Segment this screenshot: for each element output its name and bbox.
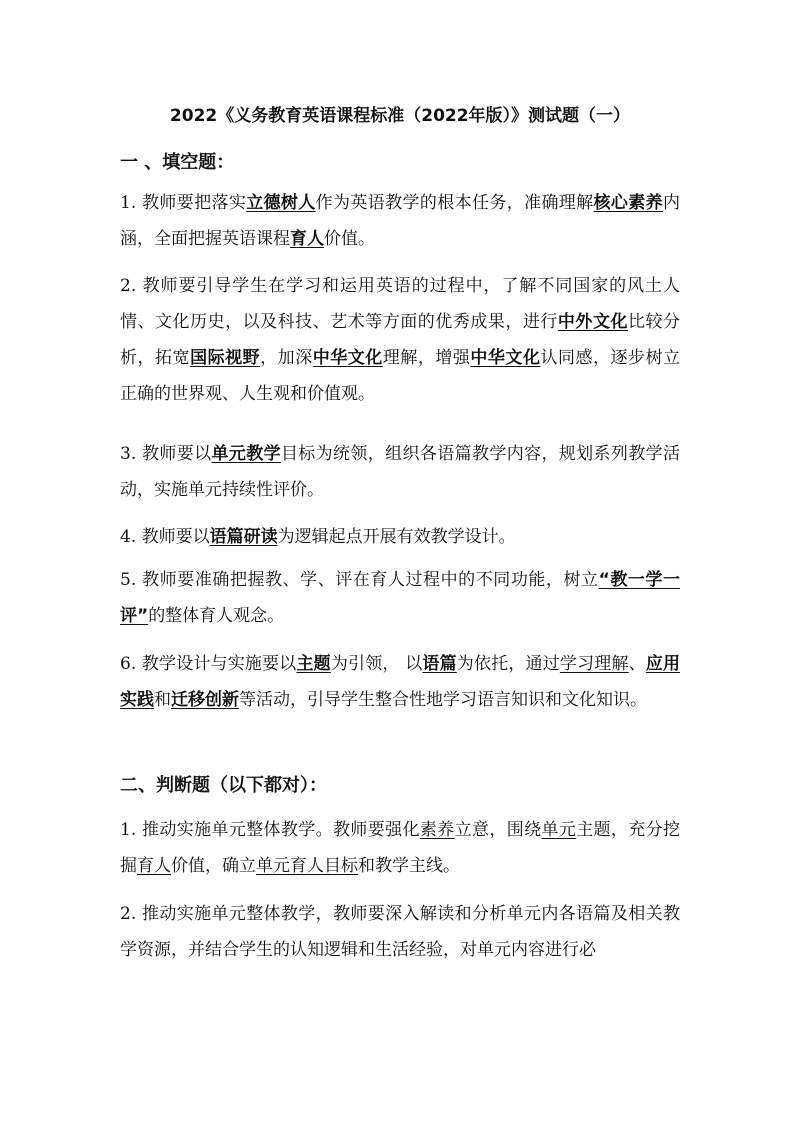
underlined-text: 素养	[419, 820, 455, 840]
question-3: 3. 教师要以单元教学目标为统领，组织各语篇教学内容，规划系列教学活动，实施单元持续性评价。	[120, 444, 681, 500]
answer-text: 立德树人	[246, 193, 316, 213]
answer-text: 语篇研读	[209, 527, 278, 547]
answer-text: 育人	[290, 229, 324, 249]
page-title: 2022《义务教育英语课程标准（2022年版）》测试题（一）	[169, 106, 631, 126]
question-2: 2. 教师要引导学生在学习和运用英语的过程中，了解不同国家的风土人情、文化历史，以及科技、艺术等方面的优秀成果，进行中外文化比较分析，拓宽国际视野，加深中华文化理解，增强中华文化认同感，逐步树立正确的世界观、人生观和价值观。	[120, 276, 681, 404]
answer-text: 中华文化	[470, 348, 541, 368]
underlined-text: 学习理解	[559, 654, 629, 674]
answer-text: 应用实践	[120, 654, 681, 710]
answer-text: 迁移创新	[171, 690, 239, 710]
answer-text: 核心素养	[593, 193, 664, 213]
statement-1: 1. 推动实施单元整体教学。教师要强化素养立意，围绕单元主题，充分挖掘育人价值，确立单元育人目标和教学主线。	[120, 820, 681, 876]
answer-text: 主题	[296, 654, 331, 674]
question-6: 6. 教学设计与实施要以主题为引领， 以语篇为依托，通过学习理解、应用实践和迁移创新等活动，引导学生整合性地学习语言知识和文化知识。	[120, 654, 681, 710]
section-heading-fill-in: 一 、填空题：	[120, 152, 235, 173]
underlined-text: 单元育人目标	[256, 856, 358, 876]
answer-text: 单元教学	[211, 444, 281, 464]
question-5: 5. 教师要准确把握教、学、评在育人过程中的不同功能，树立“教一学一评”的整体育人观念。	[120, 570, 680, 626]
question-4: 4. 教师要以语篇研读为逻辑起点开展有效教学设计。	[120, 527, 516, 547]
question-1: 1. 教师要把落实立德树人作为英语教学的根本任务，准确理解核心素养内涵，全面把握英语课程育人价值。	[120, 193, 681, 249]
answer-text: 中外文化	[557, 312, 628, 332]
section-heading-true-false: 二、判断题（以下都对）：	[120, 775, 327, 796]
answer-text: 语篇	[422, 654, 457, 674]
underlined-text: 育人	[137, 856, 171, 876]
underlined-text: 单元	[541, 820, 577, 840]
statement-2: 2. 推动实施单元整体教学，教师要深入解读和分析单元内各语篇及相关教学资源，并结合学生的认知逻辑和生活经验，对单元内容进行必	[120, 904, 680, 960]
answer-text: “教一学一评”	[120, 570, 680, 626]
answer-text: 国际视野	[190, 348, 261, 368]
answer-text: 中华文化	[312, 348, 383, 368]
